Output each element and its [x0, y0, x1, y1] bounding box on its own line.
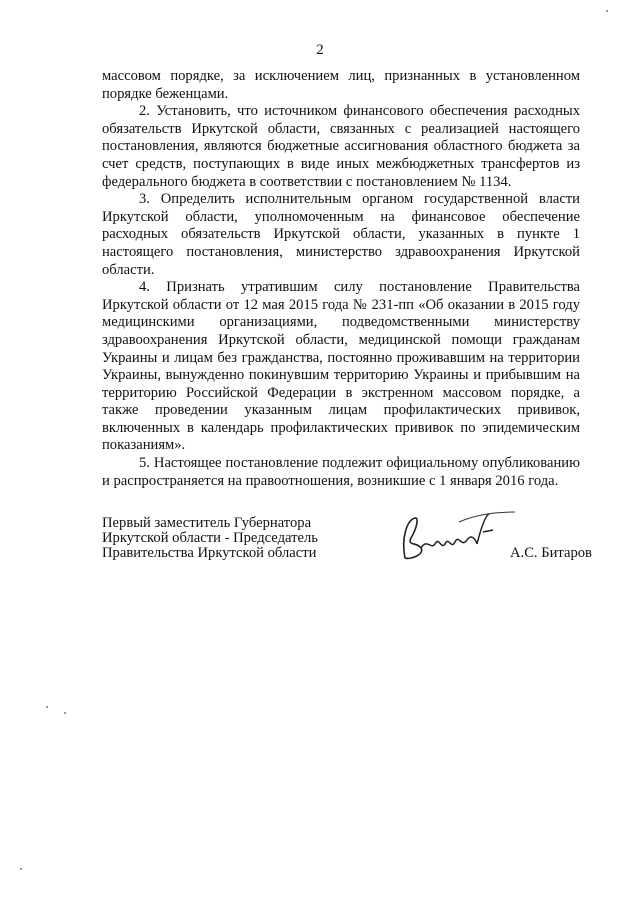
scan-speck: [606, 10, 608, 12]
document-body: [102, 68, 580, 490]
signatory-name: А.С. Битаров: [510, 545, 592, 561]
scan-speck: [64, 712, 66, 714]
page-number: 2: [316, 42, 324, 58]
signatory-title-line: Правительства Иркутской области: [102, 545, 317, 561]
handwritten-signature: [397, 508, 517, 568]
scan-speck: [20, 868, 22, 870]
signature-block: [102, 516, 602, 576]
paragraph-continuation: массовом порядке, за исключением лиц, признанных в установленном порядке беженцами.: [102, 68, 580, 102]
scan-speck: [46, 706, 48, 708]
paragraph-5-publication: 5. Настоящее постановление подлежит официальному опубликованию и распространяется на правоотношения, возникшие с 1 января 2016 года.: [102, 455, 580, 489]
signatory-title-line: Иркутской области - Председатель: [102, 530, 318, 546]
signatory-title: [102, 516, 318, 561]
paragraph-2-financing: 2. Установить, что источником финансового обеспечения расходных обязательств Иркутской области, связанных с реализацией настоящего постановления, являются бюджетные ассигнования областного бюджета за счет средств, поступающих в виде иных межбюджетных трансфертов из федерального бюджета в соответствии с постановлением № 1134.: [102, 103, 580, 190]
signatory-title-line: Первый заместитель Губернатора: [102, 515, 312, 531]
paragraph-3-executive-body: 3. Определить исполнительным органом государственной власти Иркутской области, уполномоченным на финансовое обеспечение расходных обязательств Иркутской области, указанных в пункте 1 настоящего постановления, министерство здравоохранения Иркутской области.: [102, 191, 580, 278]
paragraph-4-repeal: 4. Признать утратившим силу постановление Правительства Иркутской области от 12 мая 2015 года № 231-пп «Об оказании в 2015 году медицинскими организациями, подведомственными министерству здравоохранения Иркутской области, медицинской помощи гражданам Украины и лицам без гражданства, постоянно проживавшим на территории Украины, вынужденно покинувшим территорию Украины и прибывшим на территорию Российской Федерации в экстренном массовом порядке, а также проведении указанным лицам профилактических прививок, включенных в календарь профилактических прививок по эпидемическим показаниям».: [102, 279, 580, 454]
